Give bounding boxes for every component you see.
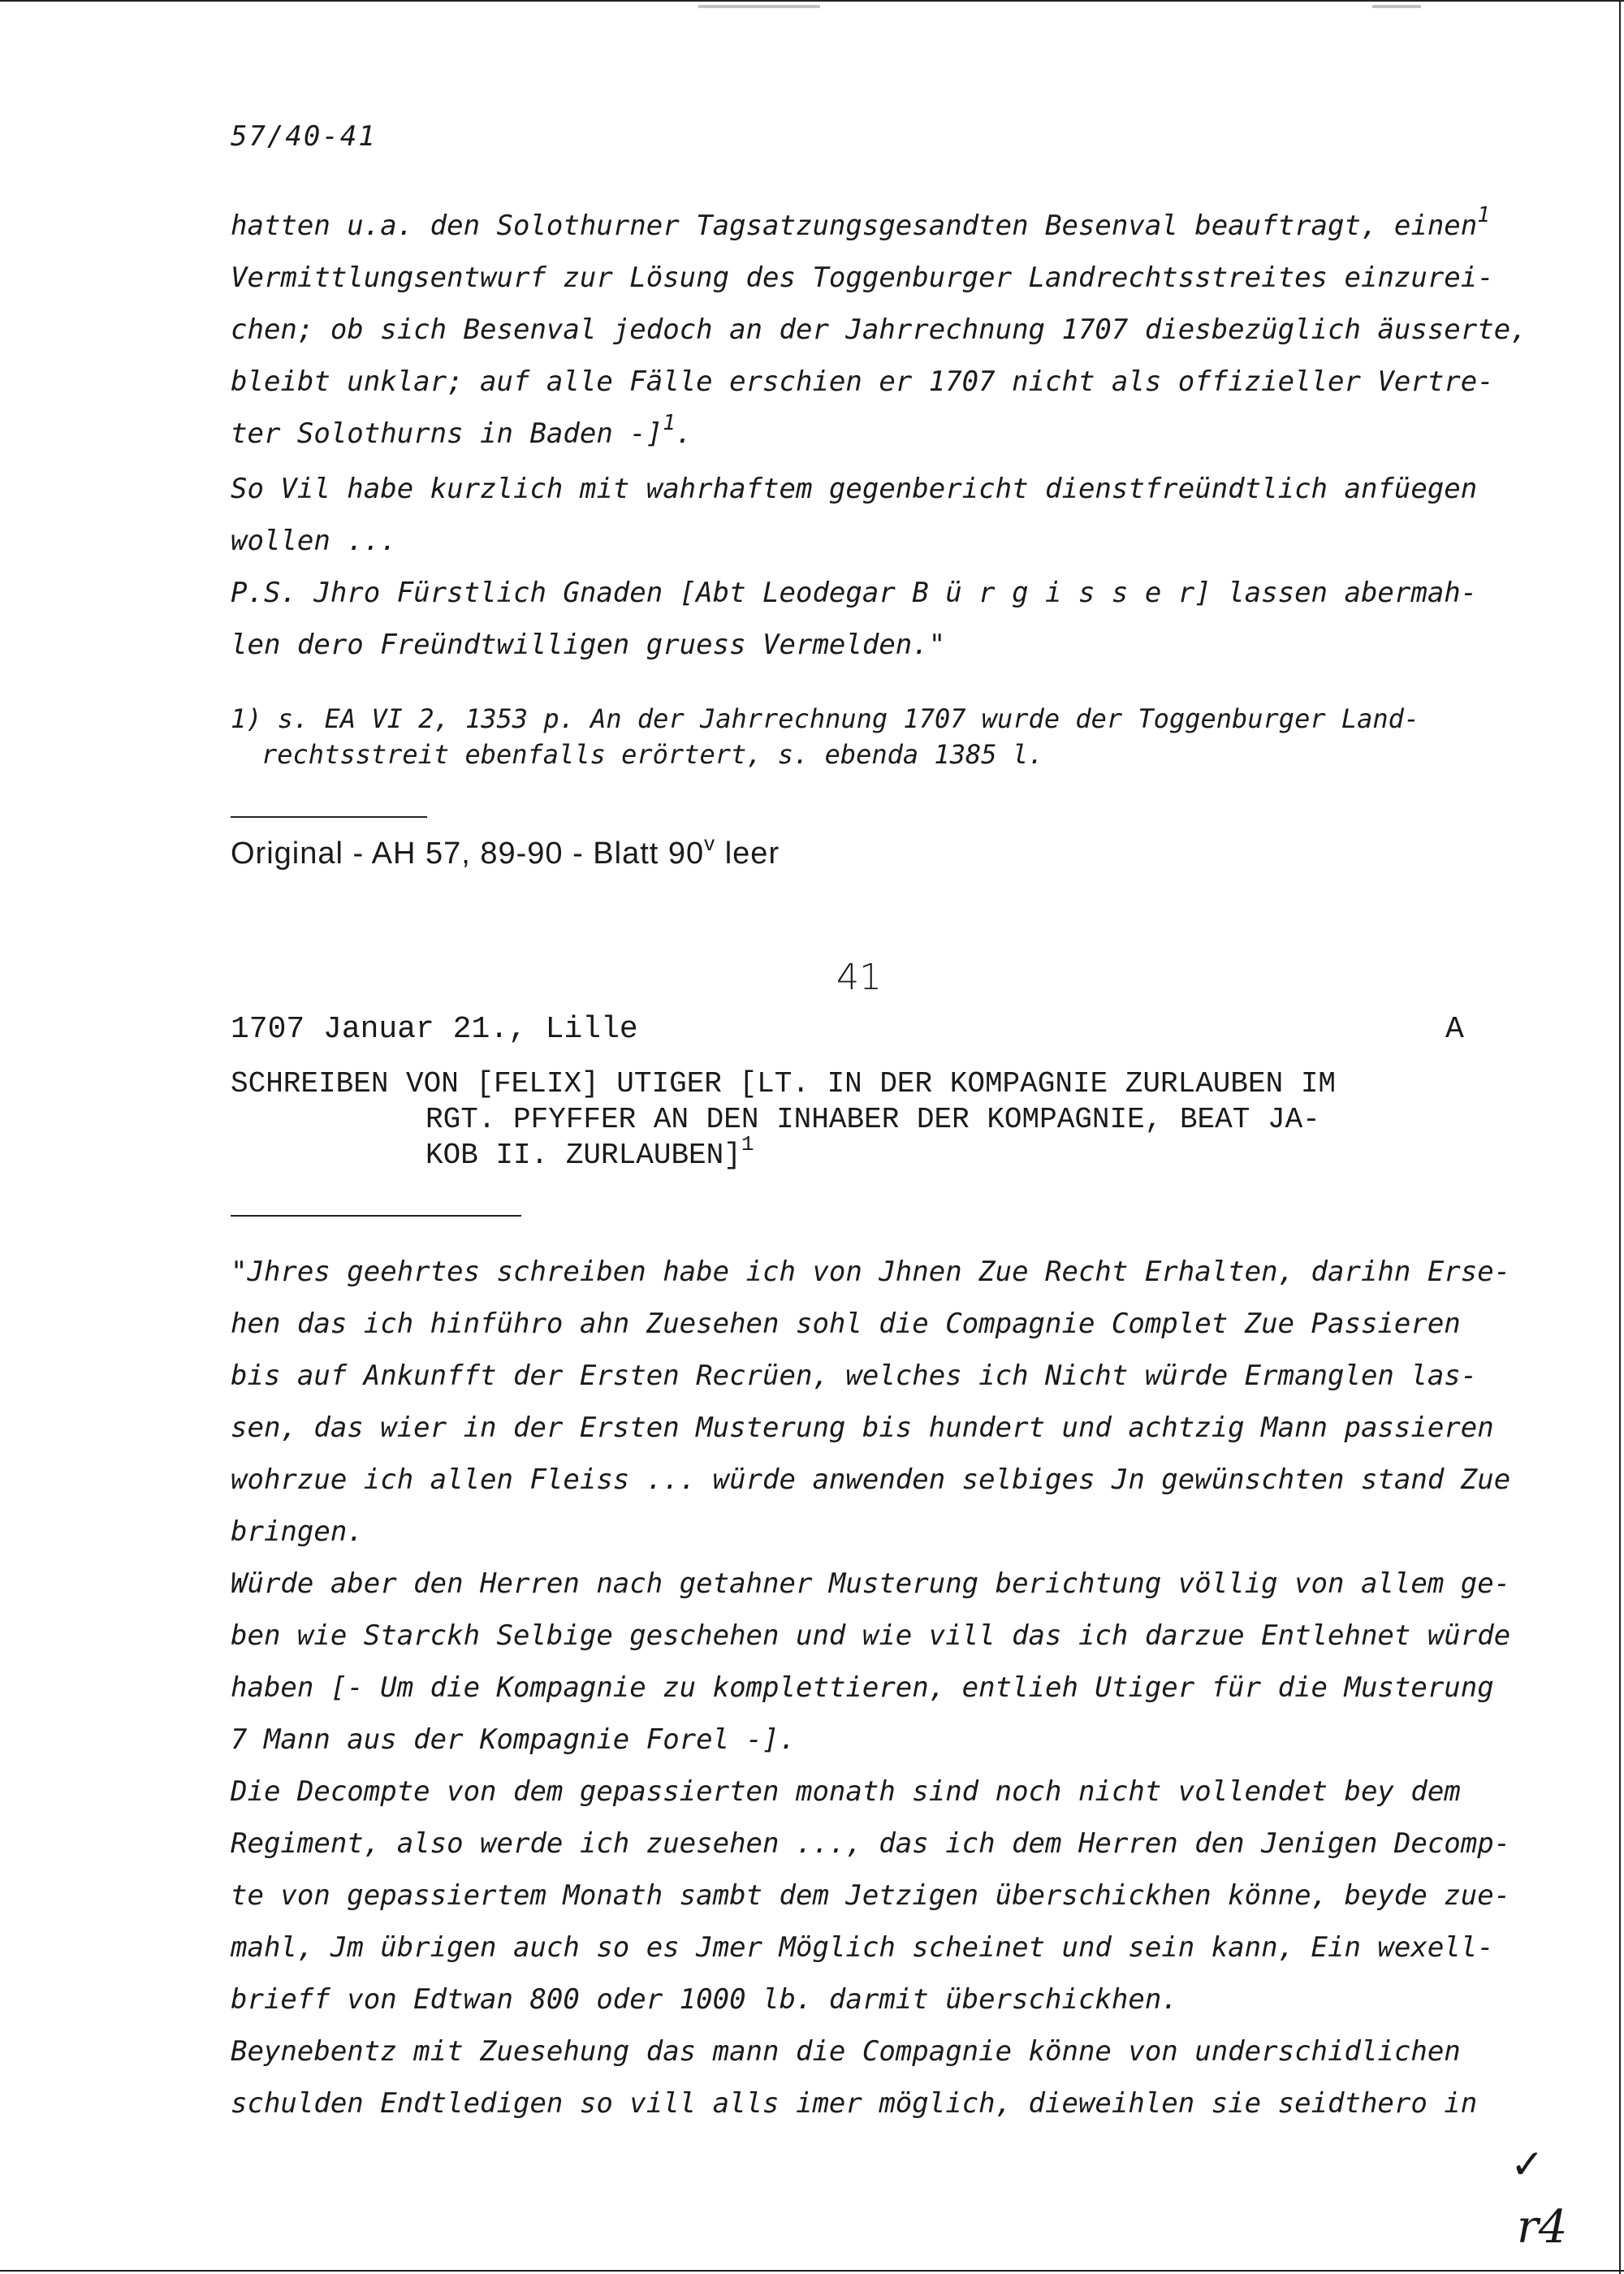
footnote-mark: 1 [741,1132,754,1156]
handwritten-page-mark: r4 [1517,2201,1568,2254]
scan-artifact [698,5,820,8]
document-number: 41 [836,957,882,998]
footnote-mark: 1 [663,411,676,435]
letter-line: wohrzue ich allen Fleiss ... würde anwenden selbiges Jn gewünschten stand Zue [231,1463,1511,1496]
continuation-line [231,203,1490,242]
continuation-line: bleibt unklar; auf alle Fälle erschien er 1707 nicht als offizieller Vertre- [231,365,1494,398]
original-source-text: Original - AH 57, 89-90 - Blatt 90 [231,837,705,871]
footnote-mark: 1 [1477,203,1490,227]
separator-rule [231,1215,521,1217]
letter-line: bis auf Ankunfft der Ersten Recrüen, welches ich Nicht würde Ermanglen las- [231,1360,1478,1392]
continuation-line: len dero Freündtwilligen gruess Vermelden." [231,629,946,661]
original-source-line [231,831,780,871]
right-border [1619,0,1621,2274]
letter-line: "Jhres geehrtes schreiben habe ich von Jhnen Zue Recht Erhalten, darihn Erse- [231,1256,1511,1288]
continuation-line: So Vil habe kurzlich mit wahrhaftem gegenbericht dienstfreündtlich anfüegen [231,473,1478,505]
heading-line [425,1132,754,1172]
continuation-line: wollen ... [231,525,397,557]
verso-mark: v [704,831,716,855]
letter-line: ben wie Starckh Selbige geschehen und wie vill das ich darzue Entlehnet würde [231,1619,1511,1652]
document-category: A [1445,1012,1464,1047]
period: . [675,417,693,450]
document-reference: 57/40-41 [231,120,377,153]
continuation-line: chen; ob sich Besenval jedoch an der Jahrrechnung 1707 diesbezüglich äusserte, [231,313,1527,346]
letter-line: mahl, Jm übrigen auch so es Jmer Möglich scheinet und sein kann, Ein wexell- [231,1931,1494,1964]
footnote-line: rechtsstreit ebenfalls erörtert, s. ebenda 1385 l. [261,739,1044,770]
checkmark-icon: ✓ [1510,2141,1544,2188]
heading-line-text: KOB II. ZURLAUBEN] [425,1139,741,1172]
date-place: 1707 Januar 21., Lille [231,1012,638,1047]
letter-line: bringen. [231,1515,364,1548]
letter-line: hen das ich hinführo ahn Zuesehen sohl die Compagnie Complet Zue Passieren [231,1308,1461,1340]
scan-artifact [1372,5,1421,8]
separator-rule [231,816,427,818]
letter-line: te von gepassiertem Monath sambt dem Jetzigen überschickhen könne, beyde zue- [231,1879,1511,1912]
letter-line: Würde aber den Herren nach getahner Musterung berichtung völlig von allem ge- [231,1567,1511,1600]
bottom-border [0,2270,1624,2272]
continuation-line-text: ter Solothurns in Baden -] [231,417,663,450]
letter-line: sen, das wier in der Ersten Musterung bis hundert und achtzig Mann passieren [231,1412,1494,1444]
letter-line: Regiment, also werde ich zuesehen ..., das ich dem Herren den Jenigen Decomp- [231,1827,1511,1860]
letter-line: Die Decompte von dem gepassierten monath sind noch nicht vollendet bey dem [231,1775,1461,1808]
letter-line: brieff von Edtwan 800 oder 1000 lb. darmit überschickhen. [231,1983,1178,2016]
footnote-line: 1) s. EA VI 2, 1353 p. An der Jahrrechnung 1707 wurde der Toggenburger Land- [231,703,1420,734]
letter-line: schulden Endtledigen so vill alls imer möglich, dieweihlen sie seidthero in [231,2087,1478,2120]
heading-line: SCHREIBEN VON [FELIX] UTIGER [LT. IN DER KOMPAGNIE ZURLAUBEN IM [231,1067,1337,1100]
heading-line: RGT. PFYFFER AN DEN INHABER DER KOMPAGNIE, BEAT JA- [425,1103,1320,1136]
top-border [0,0,1624,2]
continuation-line [231,411,693,450]
letter-line: 7 Mann aus der Kompagnie Forel -]. [231,1723,796,1756]
continuation-line: Vermittlungsentwurf zur Lösung des Toggenburger Landrechtsstreites einzurei- [231,262,1494,294]
continuation-line: P.S. Jhro Fürstlich Gnaden [Abt Leodegar B ü r g i s s e r] lassen abermah- [231,577,1478,609]
continuation-line-text: hatten u.a. den Solothurner Tagsatzungsgesandten Besenval beauftragt, einen [231,210,1478,242]
letter-line: Beynebentz mit Zuesehung das mann die Compagnie könne von underschidlichen [231,2035,1461,2068]
letter-line: haben [- Um die Kompagnie zu komplettieren, entlieh Utiger für die Musterung [231,1671,1494,1704]
original-source-suffix: leer [724,837,780,871]
